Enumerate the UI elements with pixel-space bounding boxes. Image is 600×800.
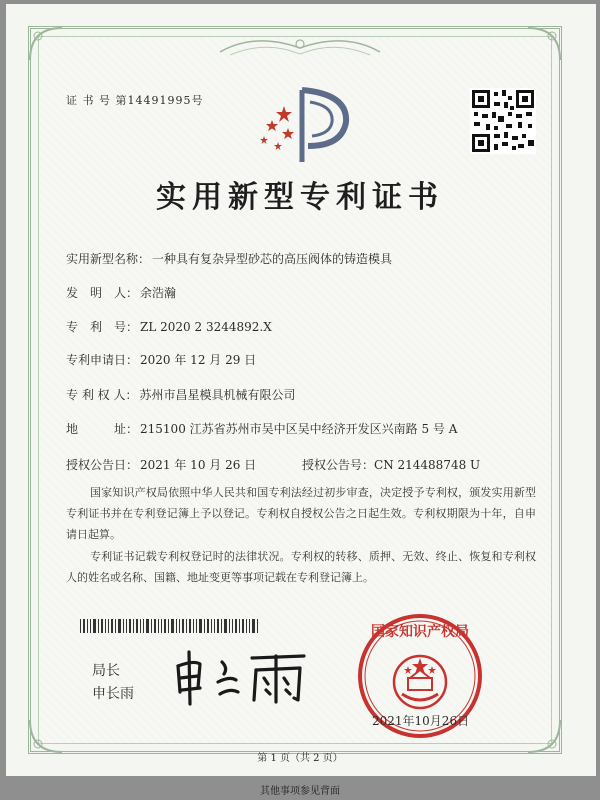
- filing-date-row: [66, 351, 256, 368]
- back-note: 其他事项参见背面: [260, 786, 340, 797]
- address-value: 215100 江苏省苏州市吴中区吴中经济开发区兴南路 5 号 A: [140, 422, 458, 436]
- grant-number-value: CN 214488748 U: [374, 458, 481, 472]
- page-number: 第 1 页（共 2 页）: [257, 753, 343, 764]
- patentee-label: 专 利 权 人：: [66, 388, 138, 402]
- utility-name-row: [66, 250, 392, 267]
- address-label: 地 址：: [66, 422, 139, 436]
- utility-name-label: 实用新型名称：: [66, 252, 151, 266]
- patentee-row: [66, 386, 295, 403]
- utility-name-value: 一种具有复杂异型砂芯的高压阀体的铸造模具: [152, 252, 393, 266]
- corner-ornament-top-right: [524, 24, 564, 64]
- filing-date-value: 2020 年 12 月 29 日: [140, 353, 257, 367]
- top-ornament: [210, 30, 390, 60]
- cnipa-logo: [250, 84, 360, 166]
- corner-ornament-top-left: [26, 24, 66, 64]
- grant-number-label: 授权公告号：: [302, 458, 375, 472]
- grant-date-label: 授权公告日：: [66, 458, 139, 472]
- address-row: [66, 420, 457, 437]
- barcode: [80, 619, 260, 633]
- grant-statement-paragraph: 国家知识产权局依照中华人民共和国专利法经过初步审查，决定授予专利权，颁发实用新型专利证书并在专利登记簿上予以登记。专利权自授权公告之日起生效。专利权期限为十年，自申请日起算。: [66, 486, 536, 541]
- grant-date-row: [66, 456, 256, 473]
- certificate-number-value: 14491995: [127, 94, 192, 107]
- patent-number-row: [66, 318, 272, 335]
- certificate-number: [66, 92, 204, 108]
- inventor-value: 余浩瀚: [140, 286, 177, 300]
- handwritten-signature: [170, 648, 310, 706]
- certificate-number-label: 证 书 号 第: [66, 94, 128, 107]
- director-name: 申长雨: [92, 686, 134, 702]
- legal-status-paragraph: 专利证书记载专利权登记时的法律状况。专利权的转移、质押、无效、终止、恢复和专利权人的姓名或名称、国籍、地址变更等事项记载在专利登记簿上。: [66, 550, 536, 584]
- inventor-label: 发 明 人：: [66, 286, 139, 300]
- seal-text-top: 国家知识产权局: [371, 624, 469, 640]
- grant-date-value: 2021 年 10 月 26 日: [140, 458, 257, 472]
- patentee-value: 苏州市昌星模具机械有限公司: [139, 388, 296, 402]
- certificate-number-suffix: 号: [191, 94, 204, 107]
- patent-number-label: 专 利 号：: [66, 320, 139, 334]
- qr-code-icon: [470, 88, 536, 154]
- patent-number-value: ZL 2020 2 3244892.X: [140, 320, 272, 334]
- certificate-title: 实用新型专利证书: [156, 180, 444, 215]
- filing-date-label: 专利申请日：: [66, 353, 139, 367]
- seal-date: 2021年10月26日: [372, 714, 470, 728]
- grant-number-row: [302, 456, 480, 473]
- inventor-row: [66, 284, 176, 301]
- director-title: 局长: [92, 663, 120, 679]
